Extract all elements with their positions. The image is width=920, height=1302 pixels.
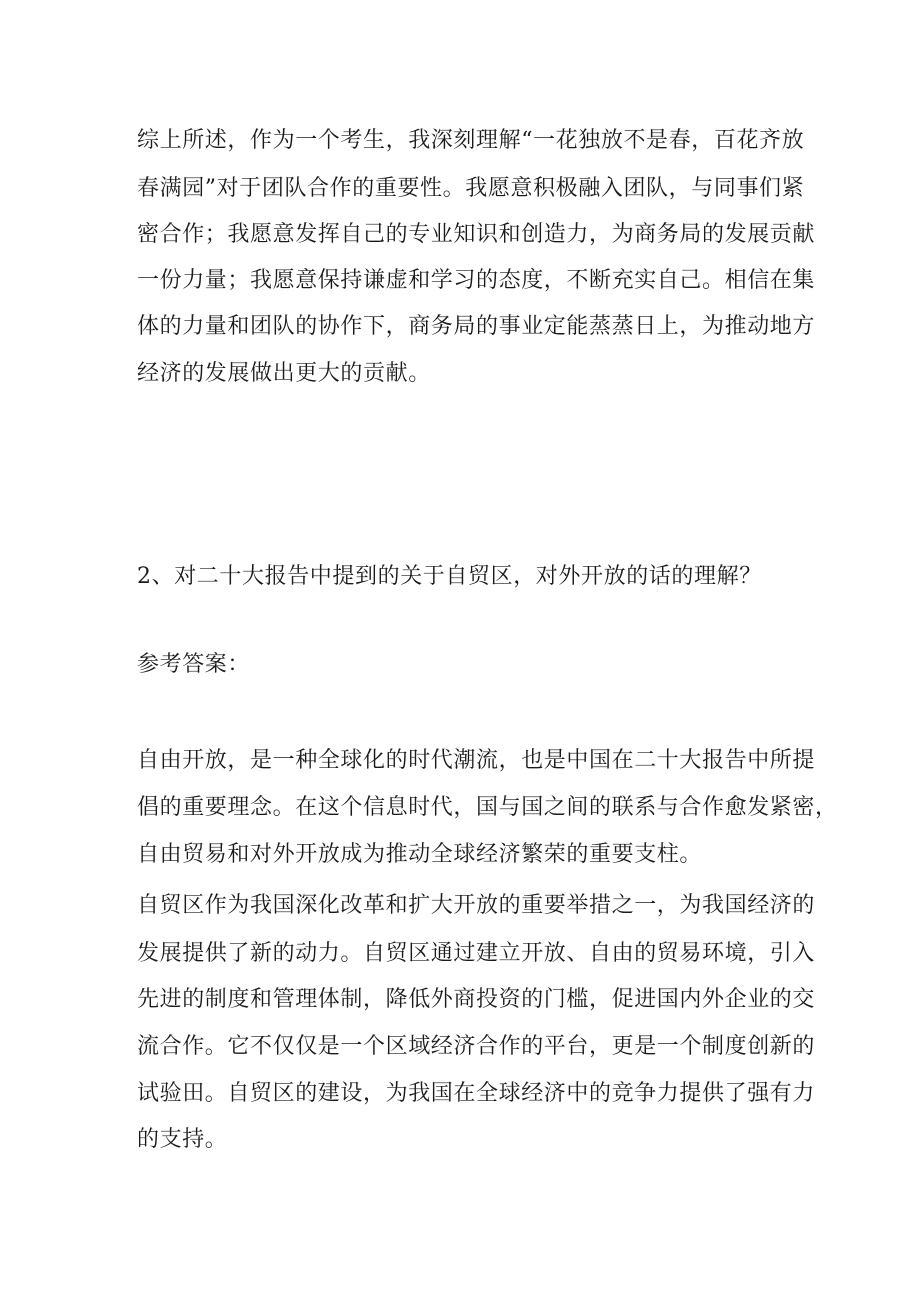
text-line: 一份力量；我愿意保持谦虚和学习的态度，不断充实自己。相信在集 (137, 268, 816, 293)
text-line: 体的力量和团队的协作下，商务局的事业定能蒸蒸日上，为推动地方 (137, 314, 816, 339)
text-line: 先进的制度和管理体制，降低外商投资的门槛，促进国内外企业的交 (137, 987, 816, 1012)
text-line: 流合作。它不仅仅是一个区域经济合作的平台，更是一个制度创新的 (137, 1034, 816, 1059)
text-line: 经济的发展做出更大的贡献。 (137, 361, 431, 386)
text-line: 春满园”对于团队合作的重要性。我愿意积极融入团队，与同事们紧 (137, 176, 805, 201)
text-line: 自贸区作为我国深化改革和扩大开放的重要举措之一，为我国经济的 (137, 893, 816, 918)
text-line: 密合作；我愿意发挥自己的专业知识和创造力，为商务局的发展贡献 (137, 222, 816, 247)
text-line: 倡的重要理念。在这个信息时代，国与国之间的联系与合作愈发紧密， (137, 795, 838, 820)
answer-label: 参考答案： (137, 652, 251, 677)
text-line: 自由贸易和对外开放成为推动全球经济繁荣的重要支柱。 (137, 842, 703, 867)
text-line: 综上所述，作为一个考生，我深刻理解“一花独放不是春，百花齐放 (137, 128, 805, 153)
text-line: 发展提供了新的动力。自贸区通过建立开放、自由的贸易环境，引入 (137, 941, 816, 966)
text-line: 的支持。 (137, 1127, 228, 1152)
text-line: 自由开放，是一种全球化的时代潮流，也是中国在二十大报告中所提 (137, 748, 816, 773)
text-line: 试验田。自贸区的建设，为我国在全球经济中的竞争力提供了强有力 (137, 1081, 816, 1106)
question-heading: 2、对二十大报告中提到的关于自贸区，对外开放的话的理解？ (137, 564, 762, 589)
